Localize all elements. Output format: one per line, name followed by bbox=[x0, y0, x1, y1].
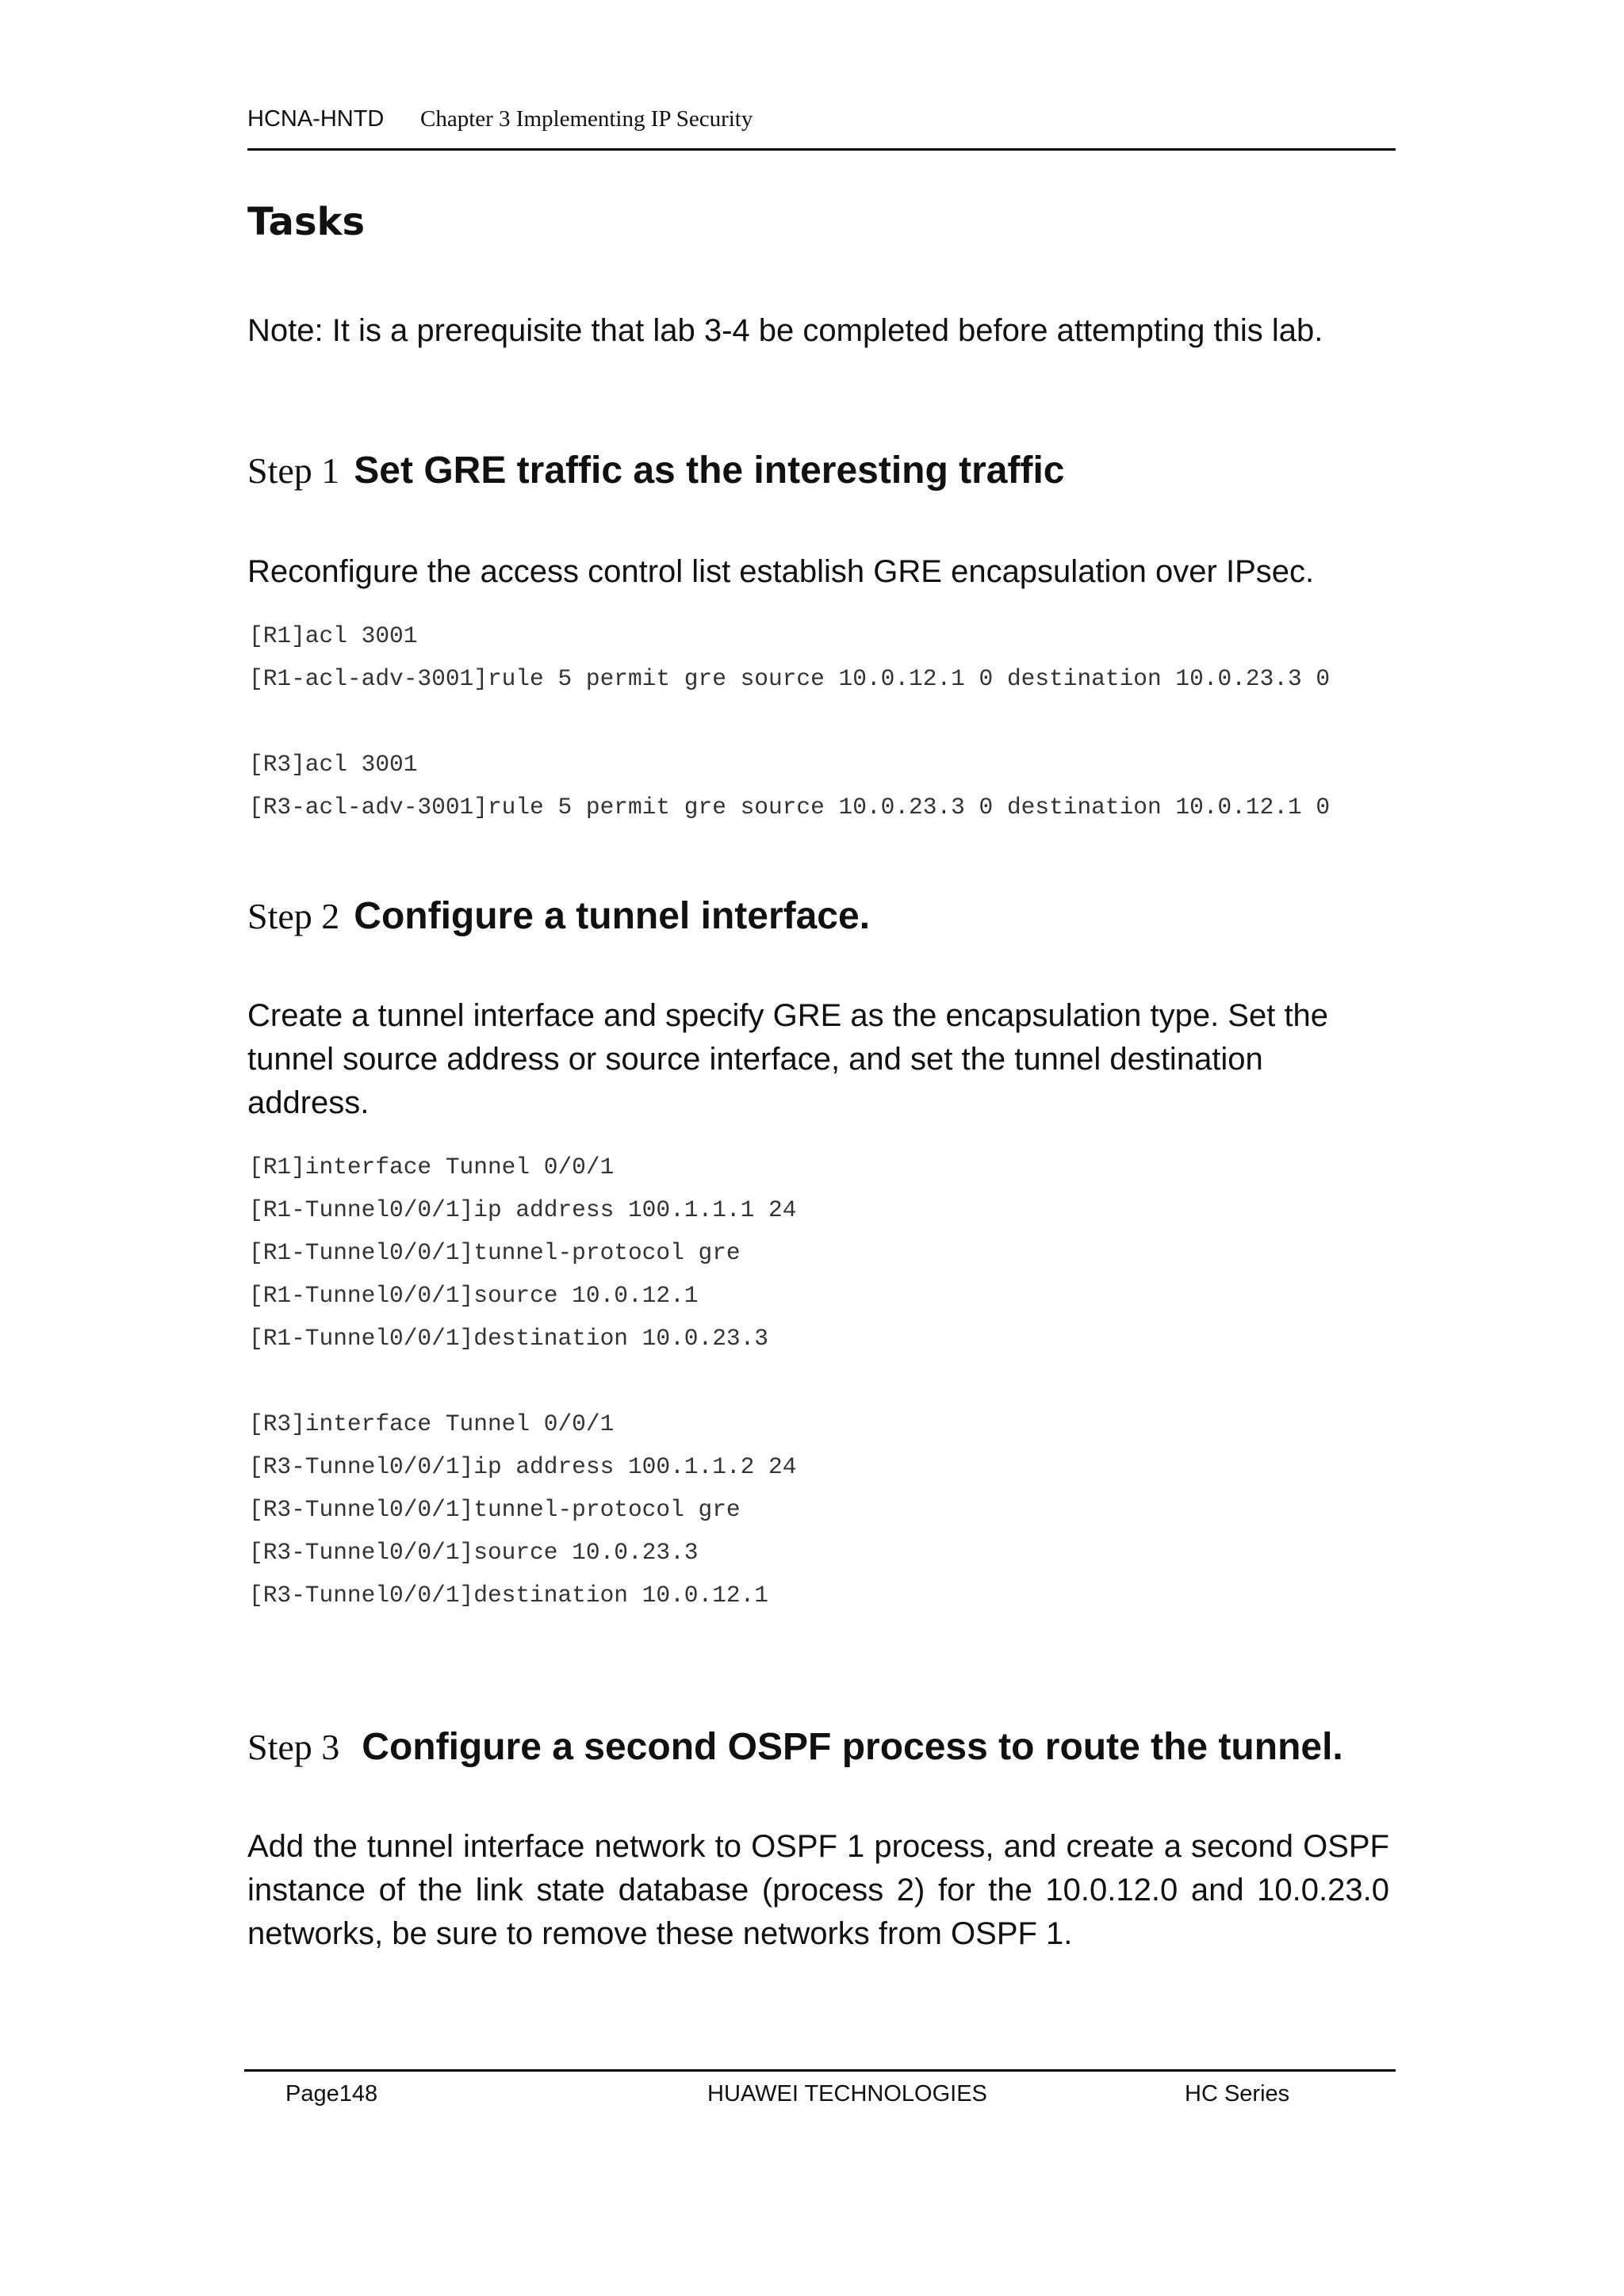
step-3-heading bbox=[247, 1725, 1343, 1769]
code-line: [R3-acl-adv-3001]rule 5 permit gre source 10.0.23.3 0 destination 10.0.12.1 0 bbox=[249, 794, 1331, 821]
code-block-r3-acl bbox=[249, 743, 1330, 828]
page-footer bbox=[244, 2069, 1396, 2109]
step-1-title: Set GRE traffic as the interesting traffic bbox=[354, 450, 1065, 492]
step-1-number: Step 1 bbox=[247, 450, 340, 491]
step-2-description: Create a tunnel interface and specify GRE as the encapsulation type. Set the tunnel source address or source interface, and set the tunnel destination address. bbox=[247, 998, 1329, 1120]
step-3-description: Add the tunnel interface network to OSPF 1 process, and create a second OSPF instance of the link state database (process 2) for the 10.0.12.0 and 10.0.23.0 networks, be sure to remove these networks from OSPF 1. bbox=[247, 1829, 1389, 1951]
page-header bbox=[247, 101, 1396, 151]
prerequisite-note: Note: It is a prerequisite that lab 3-4 be completed before attempting this lab. bbox=[247, 313, 1323, 348]
step-2-number: Step 2 bbox=[247, 896, 340, 936]
code-line: [R1]acl 3001 bbox=[249, 622, 418, 649]
code-line: [R3]interface Tunnel 0/0/1 bbox=[249, 1410, 615, 1437]
header-chapter-title: Chapter 3 Implementing IP Security bbox=[420, 106, 753, 132]
code-line: [R3-Tunnel0/0/1]destination 10.0.12.1 bbox=[249, 1582, 769, 1609]
code-block-r1-tunnel bbox=[249, 1146, 796, 1360]
step-3-title: Configure a second OSPF process to route the tunnel. bbox=[362, 1726, 1343, 1768]
code-line: [R3-Tunnel0/0/1]source 10.0.23.3 bbox=[249, 1539, 699, 1566]
code-block-r1-acl bbox=[249, 614, 1330, 700]
step-1-heading bbox=[247, 449, 1064, 492]
step-3-number: Step 3 bbox=[247, 1727, 340, 1767]
footer-series: HC Series bbox=[1185, 2081, 1290, 2107]
step-1-description: Reconfigure the access control list establish GRE encapsulation over IPsec. bbox=[247, 554, 1315, 589]
footer-page-number: Page148 bbox=[285, 2081, 378, 2107]
code-line: [R1-Tunnel0/0/1]destination 10.0.23.3 bbox=[249, 1325, 769, 1352]
code-line: [R3]acl 3001 bbox=[249, 751, 418, 778]
step-2-title: Configure a tunnel interface. bbox=[354, 895, 871, 937]
code-line: [R1-Tunnel0/0/1]ip address 100.1.1.1 24 bbox=[249, 1196, 797, 1223]
code-line: [R3-Tunnel0/0/1]ip address 100.1.1.2 24 bbox=[249, 1453, 797, 1480]
code-line: [R1-Tunnel0/0/1]tunnel-protocol gre bbox=[249, 1239, 741, 1266]
header-book-title: HCNA-HNTD bbox=[247, 106, 385, 132]
code-line: [R1-acl-adv-3001]rule 5 permit gre source 10.0.12.1 0 destination 10.0.23.3 0 bbox=[249, 665, 1331, 692]
code-block-r3-tunnel bbox=[249, 1402, 796, 1617]
section-heading-tasks: Tasks bbox=[247, 200, 366, 244]
code-line: [R1]interface Tunnel 0/0/1 bbox=[249, 1154, 615, 1181]
code-line: [R1-Tunnel0/0/1]source 10.0.12.1 bbox=[249, 1282, 699, 1309]
footer-company: HUAWEI TECHNOLOGIES bbox=[707, 2081, 987, 2107]
code-line: [R3-Tunnel0/0/1]tunnel-protocol gre bbox=[249, 1496, 741, 1523]
step-2-heading bbox=[247, 894, 870, 938]
